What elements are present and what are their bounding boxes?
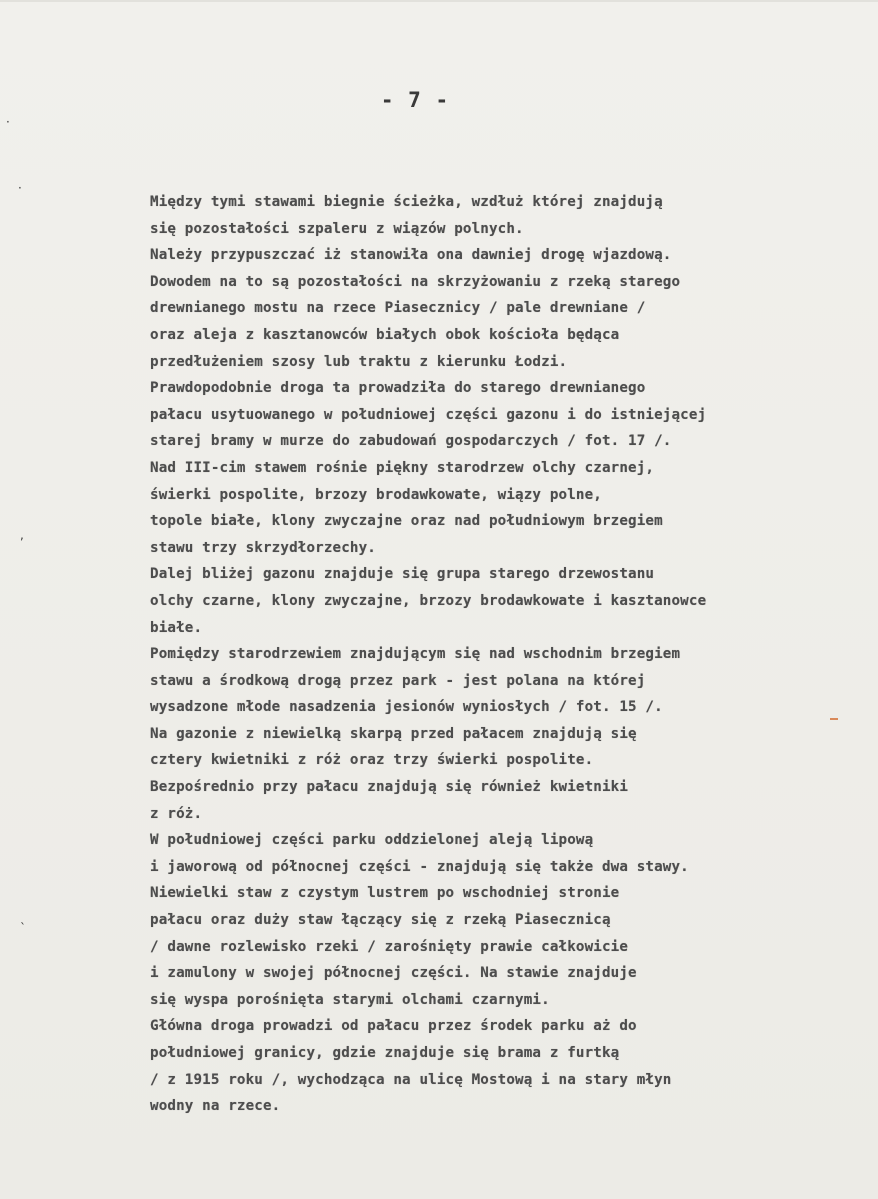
text-line: Dowodem na to są pozostałości na skrzyżowaniu z rzeką starego: [150, 273, 681, 290]
text-line: pałacu oraz duży staw łączący się z rzeką Piasecznicą: [150, 912, 611, 929]
text-line: Niewielki staw z czystym lustrem po wschodniej stronie: [150, 885, 620, 902]
text-line: z róż.: [150, 805, 203, 822]
margin-speck: ˋ: [20, 921, 26, 935]
margin-speck: ·: [6, 115, 10, 129]
text-line: / dawne rozlewisko rzeki / zarośnięty prawie całkowicie: [150, 938, 629, 955]
text-line: pałacu usytuowanego w południowej części gazonu i do istniejącej: [150, 406, 707, 423]
text-line: i jaworową od północnej części - znajdują się także dwa stawy.: [150, 858, 689, 875]
page-number: - 7 -: [380, 88, 450, 112]
text-line: się pozostałości szpaleru z wiązów polnych.: [150, 220, 524, 237]
body-text: [150, 189, 865, 1120]
text-line: południowej granicy, gdzie znajduje się brama z furtką: [150, 1045, 620, 1061]
text-line: Między tymi stawami biegnie ścieżka, wzdłuż której znajdują: [150, 194, 663, 210]
text-line: stawu trzy skrzydłorzechy.: [150, 539, 376, 556]
text-line: olchy czarne, klony zwyczajne, brzozy brodawkowate i kasztanowce: [150, 592, 707, 609]
text-line: starej bramy w murze do zabudowań gospodarczych / fot. 17 /.: [150, 433, 672, 450]
text-line: białe.: [150, 619, 203, 636]
text-line: Bezpośrednio przy pałacu znajdują się również kwietniki: [150, 779, 629, 796]
text-line: i zamulony w swojej północnej części. Na stawie znajduje: [150, 965, 637, 982]
text-line: W południowej części parku oddzielonej aleją lipową: [150, 832, 594, 849]
text-line: cztery kwietniki z róż oraz trzy świerki pospolite.: [150, 752, 594, 769]
text-line: przedłużeniem szosy lub traktu z kierunku Łodzi.: [150, 353, 568, 370]
text-line: oraz aleja z kasztanowców białych obok kościoła będąca: [150, 326, 620, 343]
text-line: Na gazonie z niewielką skarpą przed pałacem znajdują się: [150, 725, 637, 742]
text-line: Należy przypuszczać iż stanowiła ona dawniej drogę wjazdową.: [150, 247, 672, 264]
text-line: / z 1915 roku /, wychodząca na ulicę Mostową i na stary młyn: [150, 1071, 672, 1088]
text-line: Główna droga prowadzi od pałacu przez środek parku aż do: [150, 1018, 637, 1035]
margin-speck: ·: [18, 181, 22, 195]
text-line: Prawdopodobnie droga ta prowadziła do starego drewnianego: [150, 380, 646, 397]
text-line: się wyspa porośnięta starymi olchami czarnymi.: [150, 991, 550, 1008]
text-line: Dalej bliżej gazonu znajduje się grupa starego drzewostanu: [150, 566, 655, 583]
text-line: Pomiędzy starodrzewiem znajdującym się nad wschodnim brzegiem: [150, 646, 681, 663]
text-line: stawu a środkową drogą przez park - jest polana na której: [150, 672, 646, 689]
text-line: wodny na rzece.: [150, 1098, 281, 1115]
text-line: topole białe, klony zwyczajne oraz nad południowym brzegiem: [150, 513, 663, 530]
margin-speck: ,: [20, 528, 24, 542]
text-line: świerki pospolite, brzozy brodawkowate, wiązy polne,: [150, 486, 602, 503]
text-line: drewnianego mostu na rzece Piasecznicy / pale drewniane /: [150, 300, 646, 317]
text-line: Nad III-cim stawem rośnie piękny starodrzew olchy czarnej,: [150, 459, 655, 476]
text-line: wysadzone młode nasadzenia jesionów wyniosłych / fot. 15 /.: [150, 699, 663, 716]
